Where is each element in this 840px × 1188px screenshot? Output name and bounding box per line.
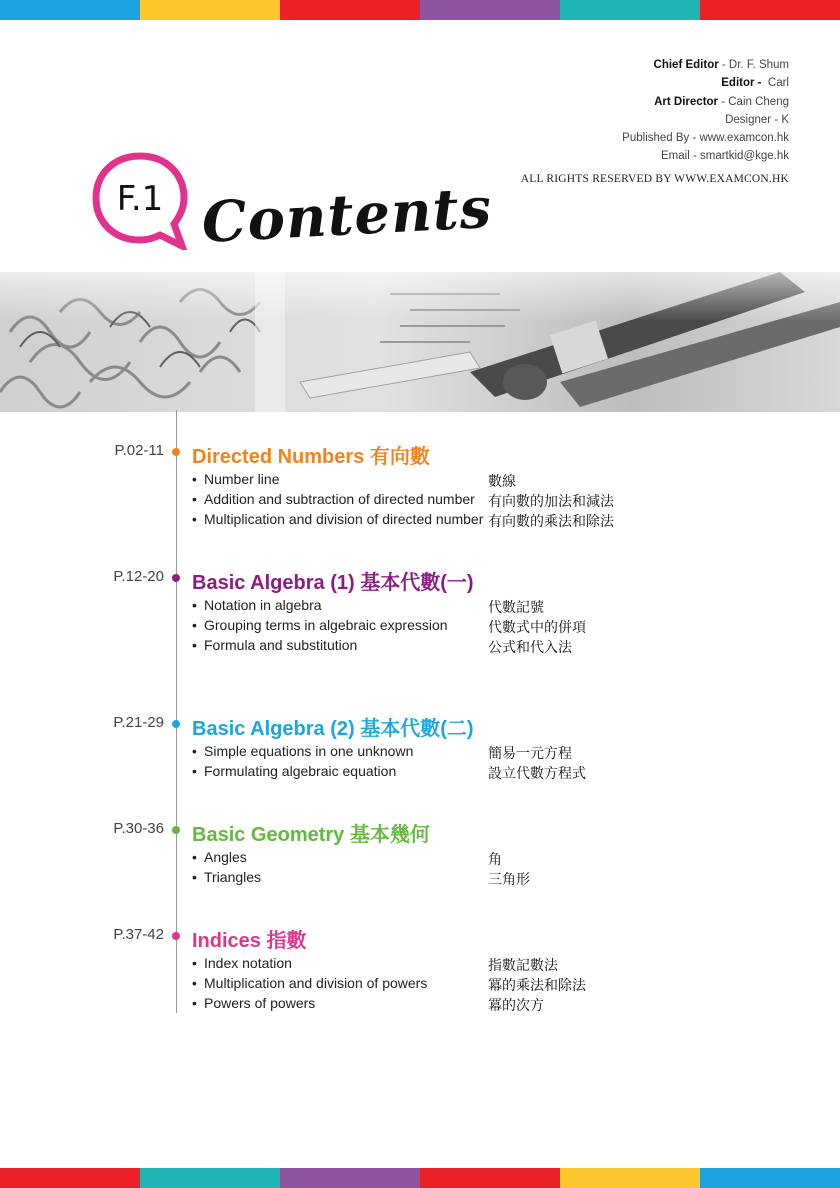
chief-editor-line [622,56,789,74]
topic-chinese: 有向數的乘法和除法 [488,513,614,529]
topic-english: Powers of powers [204,995,316,1011]
topic-english: Multiplication and division of powers [204,975,428,991]
top-color-stripe [0,0,840,20]
topic-english: Notation in algebra [204,597,322,613]
stripe-segment [280,1168,420,1188]
publisher-line: Published By - www.examcon.hk [622,132,789,145]
topic-english: Number line [204,471,280,487]
topic-item: • Triangles [192,869,262,885]
stripe-segment [420,1168,560,1188]
stripe-segment [140,1168,280,1188]
topic-chinese: 數線 [488,473,516,489]
chief-editor-value: - Dr. F. Shum [718,59,789,71]
topic-chinese: 冪的次方 [488,997,544,1013]
topic-chinese: 代數記號 [488,599,544,615]
grade-badge-icon [90,150,190,250]
topic-english: Triangles [204,869,262,885]
topic-chinese: 三角形 [488,871,530,887]
credits-block [622,56,789,166]
art-director-line [622,93,789,111]
topic-item: • Grouping terms in algebraic expression [192,617,448,633]
topic-chinese: 簡易一元方程 [488,745,572,761]
stripe-segment [0,0,140,20]
topic-chinese: 角 [488,851,502,867]
section-page-range: P.21-29 [113,714,164,731]
topic-english: Formula and substitution [204,637,358,653]
timeline-dot [172,826,180,834]
stripe-segment [700,1168,840,1188]
topic-item: • Multiplication and division of directed number [192,511,484,527]
timeline-dot [172,932,180,940]
topic-chinese: 指數記數法 [488,957,558,973]
section-page-range: P.02-11 [114,442,164,459]
section-heading: Basic Algebra (2) 基本代數(二) [192,718,474,740]
stripe-segment [280,0,420,20]
stripe-segment [140,0,280,20]
timeline-line [176,410,177,1013]
topic-english: Multiplication and division of directed number [204,511,484,527]
topic-english: Simple equations in one unknown [204,743,414,759]
topic-item: • Formula and substitution [192,637,358,653]
stripe-segment [420,0,560,20]
section-heading: Directed Numbers 有向數 [192,446,430,468]
chief-editor-label: Chief Editor [653,59,719,71]
designer-line: Designer - K [725,113,789,126]
stripe-segment [560,0,700,20]
topic-chinese: 設立代數方程式 [488,765,586,781]
topic-english: Angles [204,849,247,865]
topic-chinese: 公式和代入法 [488,639,572,655]
topic-item: • Powers of powers [192,995,316,1011]
page-title: Contents [200,174,494,256]
stripe-segment [560,1168,700,1188]
topic-chinese: 冪的乘法和除法 [488,977,586,993]
timeline-dot [172,448,180,456]
section-heading: Basic Algebra (1) 基本代數(一) [192,572,474,594]
email-line: Email - smartkid@kge.hk [661,150,789,163]
section-page-range: P.37-42 [113,926,164,943]
editor-line [622,74,789,92]
topic-item: • Number line [192,471,280,487]
bottom-color-stripe [0,1168,840,1188]
editor-label: Editor - [721,77,762,90]
topic-chinese: 有向數的加法和減法 [488,493,614,509]
topic-english: Index notation [204,955,292,971]
section-page-range: P.12-20 [113,568,164,585]
art-director-label: Art Director [654,95,719,108]
section-heading: Indices 指數 [192,930,307,952]
topic-item: • Index notation [192,955,292,971]
topic-item: • Addition and subtraction of directed number [192,491,475,507]
grade-badge-label: F.1 [116,179,164,219]
section-heading: Basic Geometry 基本幾何 [192,824,430,846]
editor-value: Carl [761,77,789,90]
topic-english: Addition and subtraction of directed number [204,491,475,507]
topic-item: • Formulating algebraic equation [192,763,397,779]
timeline-dot [172,720,180,728]
rights-notice: ALL RIGHTS RESERVED BY WWW.EXAMCON.HK [520,173,789,185]
stripe-segment [700,0,840,20]
topic-chinese: 代數式中的併項 [488,619,586,635]
topic-english: Grouping terms in algebraic expression [204,617,448,633]
stripe-segment [0,1168,140,1188]
art-director-value: - Cain Cheng [718,95,789,108]
topic-item: • Multiplication and division of powers [192,975,428,991]
stationery-banner-image [0,272,840,412]
topic-english: Formulating algebraic equation [204,763,397,779]
timeline-dot [172,574,180,582]
topic-item: • Simple equations in one unknown [192,743,414,759]
topic-item: • Notation in algebra [192,597,322,613]
topic-item: • Angles [192,849,247,865]
section-page-range: P.30-36 [113,820,164,837]
